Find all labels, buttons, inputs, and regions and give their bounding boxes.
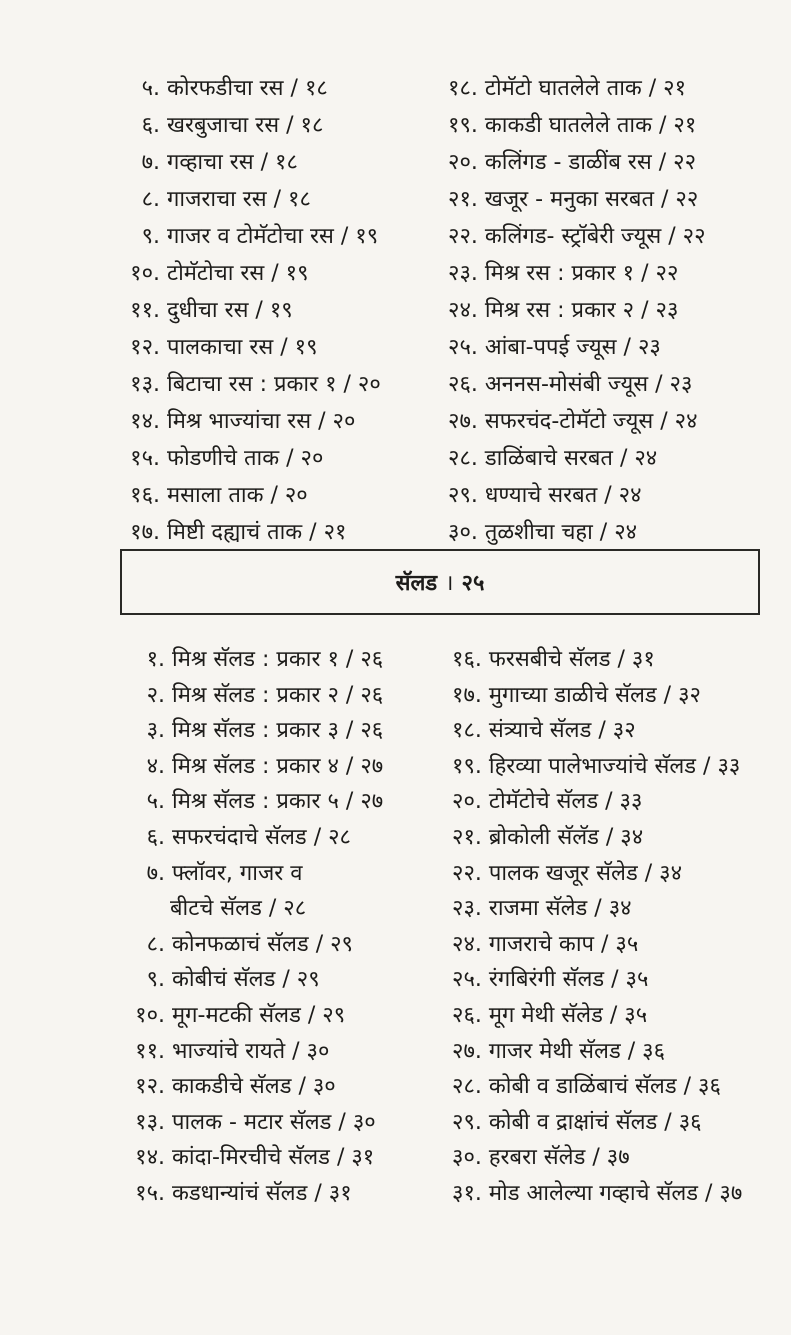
toc-entry: २५. आंबा-पपई ज्यूस / २३ [448,335,661,360]
entry-text: काकडीचे सॅलड / ३० [165,1074,336,1100]
entry-number: ६. [141,113,160,138]
section-heading-box [120,549,760,615]
toc-entry [0,754,383,780]
toc-entry [0,113,323,139]
entry-text: पालकाचा रस / १९ [160,335,318,360]
entry-text: गाजर व टोमॅटोचा रस / १९ [160,224,379,249]
toc-entry: २८. कोबी व डाळिंबाचं सॅलड / ३६ [452,1074,721,1100]
entry-text: फ्लॉवर, गाजर व [165,860,303,886]
entry-number: ८. [141,187,160,212]
entry-text: मिश्र सॅलड : प्रकार ३ / २६ [165,718,384,744]
toc-entry: २७. गाजर मेथी सॅलड / ३६ [452,1038,666,1064]
toc-entry: २०. टोमॅटोचे सॅलड / ३३ [452,789,643,815]
entry-number: १४. [135,1145,165,1171]
entry-text: कोरफडीचा रस / १८ [160,76,328,101]
toc-entry [0,76,328,102]
toc-entry: २१. खजूर - मनुका सरबत / २२ [448,187,699,212]
entry-number: ३. [146,718,165,744]
toc-entry [0,261,309,287]
entry-text: भाज्यांचे रायते / ३० [165,1038,330,1064]
entry-text: फोडणीचे ताक / २० [160,446,324,471]
toc-entry: २९. धण्याचे सरबत / २४ [448,483,642,508]
entry-number: १७. [130,520,160,545]
toc-entry: २६. अननस-मोसंबी ज्यूस / २३ [448,372,693,397]
toc-entry [0,1074,336,1100]
toc-entry [0,150,298,176]
entry-number: ६. [146,825,165,850]
entry-number: १२. [130,335,160,360]
entry-text: कोबीचं सॅलड / २९ [165,967,320,993]
toc-entry: २९. कोबी व द्राक्षांचं सॅलड / ३६ [452,1109,702,1135]
entry-text: मिष्टी दह्याचं ताक / २१ [160,520,347,545]
entry-number: ४. [146,753,165,779]
toc-entry [0,1110,376,1136]
entry-number: ८. [146,931,165,957]
entry-number: ९. [141,224,160,249]
toc-entry: ३१. मोड आलेल्या गव्हाचे सॅलड / ३७ [452,1181,743,1206]
toc-entry: २१. ब्रोकोली सॅलॅड / ३४ [452,825,644,850]
toc-entry [0,446,323,472]
entry-text: मिश्र सॅलड : प्रकार ५ / २७ [165,789,384,815]
toc-entry [0,825,351,851]
entry-number: ५. [141,76,160,101]
entry-text: टोमॅटोचा रस / १९ [160,261,309,286]
toc-entry [0,372,381,398]
toc-entry [0,1181,352,1207]
entry-number: ११. [130,298,160,323]
toc-entry: २५. रंगबिरंगी सॅलड / ३५ [452,967,649,993]
entry-number: १०. [130,261,160,286]
entry-text: गाजराचा रस / १८ [160,187,311,212]
toc-entry: २३. राजमा सॅलेड / ३४ [452,896,632,922]
entry-number: १६. [130,483,160,508]
toc-entry [0,520,346,546]
toc-entry: २४. मिश्र रस : प्रकार २ / २३ [448,298,679,323]
entry-number: २. [146,682,165,708]
entry-number: ५. [146,789,165,815]
toc-entry: २४. गाजराचे काप / ३५ [452,931,639,957]
toc-entry: २२. कलिंगड- स्ट्रॉबेरी ज्यूस / २२ [448,224,706,249]
entry-number: ११. [135,1038,165,1064]
entry-number: १२. [135,1074,165,1100]
entry-text: मिश्र भाज्यांचा रस / २० [160,409,356,434]
entry-number: ७. [146,860,165,886]
entry-number: १४. [130,409,160,434]
entry-text: मसाला ताक / २० [160,483,308,508]
entry-number: ७. [141,150,160,175]
toc-entry: बीटचे सॅलड / २८ [170,896,307,922]
section-page-number: २५ [461,571,485,596]
toc-entry: ३०. हरबरा सॅलेड / ३७ [452,1145,630,1171]
toc-entry [0,932,353,958]
toc-entry: २२. पालक खजूर सॅलेड / ३४ [452,860,683,886]
entry-number: १५. [135,1181,165,1206]
toc-entry [0,335,318,361]
entry-text: खरबुजाचा रस / १८ [160,113,324,138]
toc-entry: १७. मुगाच्या डाळीचे सॅलड / ३२ [452,682,701,708]
toc-entry [0,967,320,993]
entry-text: कडधान्यांचं सॅलड / ३१ [165,1181,352,1206]
toc-entry [0,1145,374,1171]
toc-entry [0,298,293,324]
entry-text: गव्हाचा रस / १८ [160,150,298,175]
entry-text: कोनफळाचं सॅलड / २९ [165,931,353,957]
toc-entry [0,409,355,435]
toc-entry [0,1039,329,1065]
entry-number: १०. [135,1003,165,1028]
entry-text: मिश्र सॅलड : प्रकार २ / २६ [165,682,384,708]
entry-text: मूग-मटकी सॅलड / २९ [165,1003,346,1028]
toc-entry [0,718,383,744]
toc-entry [0,483,308,509]
entry-text: दुधीचा रस / १९ [160,298,293,323]
toc-entry: १९. हिरव्या पालेभाज्यांचे सॅलड / ३३ [452,753,741,779]
entry-number: १५. [130,446,160,471]
entry-number: १३. [135,1109,165,1135]
toc-entry: १६. फरसबीचे सॅलड / ३१ [452,647,655,672]
toc-entry [0,861,303,887]
entry-text: कांदा-मिरचीचे सॅलड / ३१ [165,1145,375,1171]
entry-text: मिश्र सॅलड : प्रकार १ / २६ [165,647,384,672]
entry-text: सफरचंदाचे सॅलड / २८ [165,825,351,850]
toc-entry: २८. डाळिंबाचे सरबत / २४ [448,446,658,471]
entry-number: १३. [130,372,160,397]
entry-number: १. [146,647,165,672]
toc-entry [0,187,311,213]
toc-entry [0,789,383,815]
section-separator: । [445,571,454,596]
entry-text: पालक - मटार सॅलड / ३० [165,1109,376,1135]
toc-entry: २६. मूग मेथी सॅलेड / ३५ [452,1003,648,1028]
toc-entry [0,224,378,250]
toc-entry: १८. संत्र्याचे सॅलड / ३२ [452,718,636,744]
toc-entry: १८. टोमॅटो घातलेले ताक / २१ [448,76,687,101]
entry-text: मिश्र सॅलड : प्रकार ४ / २७ [165,753,384,779]
entry-text: बिटाचा रस : प्रकार १ / २० [160,372,381,397]
entry-number: ९. [146,967,165,993]
toc-entry [0,647,383,673]
section-title: सॅलड [395,571,438,596]
toc-entry: १९. काकडी घातलेले ताक / २१ [448,113,697,138]
toc-entry: २७. सफरचंद-टोमॅटो ज्यूस / २४ [448,409,698,434]
toc-entry: ३०. तुळशीचा चहा / २४ [448,520,638,545]
toc-entry: २३. मिश्र रस : प्रकार १ / २२ [448,261,679,286]
toc-entry [0,1003,345,1029]
toc-entry: २०. कलिंगड - डाळींब रस / २२ [448,150,697,175]
toc-entry [0,683,383,709]
